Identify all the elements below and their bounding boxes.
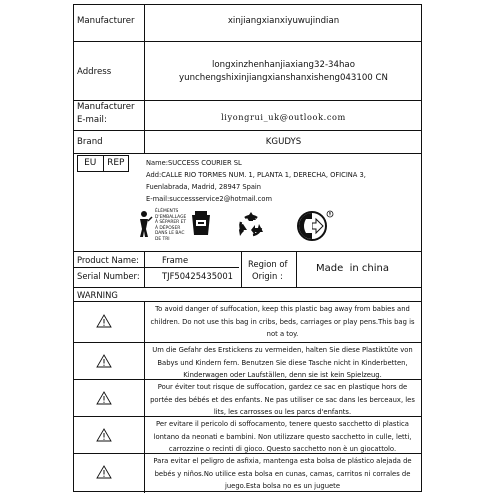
triman-icon xyxy=(134,209,214,242)
address-label: Address xyxy=(77,67,112,77)
product-name-value: Frame xyxy=(162,255,189,265)
product-divider xyxy=(296,251,297,287)
row-divider xyxy=(74,267,239,268)
green-dot-icon xyxy=(296,210,334,246)
warning-title: WARNING xyxy=(77,290,118,300)
row-divider xyxy=(74,41,421,42)
warning-triangle-icon xyxy=(96,313,112,332)
manufacturer-label: Manufacturer xyxy=(77,16,135,26)
address-line-2: yunchengshixinjiangxianshanxisheng043100 CN xyxy=(179,73,388,83)
warning-text-fr: Pour éviter tout risque de suffocation, gardez ce sac en plastique hors de portée des bébés et des enfants. Ne pas utiliser ce sac dans les berceaux, les lits, les carrosses ou les parcs d'enfants. xyxy=(150,383,415,417)
serial-number-label: Serial Number: xyxy=(77,271,140,281)
row-divider xyxy=(74,342,421,343)
warning-text-en: To avoid danger of suffocation, keep this plastic bag away from babies and children. Do not use this bag in cribs, beds, carriages or play pens.This bag is not a toy. xyxy=(150,305,415,339)
row-divider xyxy=(74,416,421,417)
row-divider xyxy=(74,301,421,302)
serial-number-value: TJF50425435001 xyxy=(162,271,234,281)
eu-text: EU xyxy=(84,158,97,168)
warning-text-de: Um die Gefahr des Erstickens zu vermeiden, halten Sie diese Plastiktüte von Babys und Kindern fern. Benutzen Sie diese Tasche nicht in Kinderbetten, Kinderwagen oder Laufställen, denn sie ist kein Spielzeug. xyxy=(152,346,413,380)
recycle-icon xyxy=(237,210,265,242)
product-divider xyxy=(144,251,145,287)
triman-text-2: À SÉPARER ET À DÉPOSER xyxy=(155,220,187,231)
address-line-1: longxinzhenhanjiaxiang32-34hao xyxy=(212,60,355,70)
eu-rep-name: Name:SUCCESS COURIER SL xyxy=(146,159,242,167)
manufacturer-value: xinjiangxianxiyuwujindian xyxy=(227,16,340,26)
row-divider xyxy=(74,100,421,101)
eu-rep-email: E-mail:successservice2@hotmail.com xyxy=(146,195,272,203)
svg-text:R: R xyxy=(328,211,332,217)
row-divider xyxy=(74,153,421,154)
product-name-label: Product Name: xyxy=(77,255,139,265)
warning-divider xyxy=(144,301,145,493)
row-divider xyxy=(74,251,421,252)
eu-rep-address-1: Add:CALLE RIO TORMES NUM. 1, PLANTA 1, DERECHA, OFICINA 3, xyxy=(146,171,366,179)
warning-triangle-icon xyxy=(96,390,112,409)
triman-text-3: DANS LE BAC DE TRI xyxy=(155,231,185,242)
warning-triangle-icon xyxy=(96,464,112,483)
warning-text-es: Para evitar el peligro de asfixia, mantenga esta bolsa de plástico alejada de bebés y niños.No utilice esta bolsa en cunas, camas, carritos ni corrales de juego.Esta bolsa no es un juguete xyxy=(153,457,412,491)
warning-triangle-icon xyxy=(96,427,112,446)
email-label-line-2: E-mail: xyxy=(77,115,107,125)
brand-value: KGUDYS xyxy=(265,137,302,147)
warning-triangle-icon xyxy=(96,353,112,372)
label-sheet xyxy=(73,4,422,492)
row-divider xyxy=(74,287,421,288)
warning-text-it: Per evitare il pericolo di soffocamento, tenere questo sacchetto di plastica lontano da neonati e bambini. Non utilizzare questo sacchetto in culle, letti, carrozzine o recinti di gioco. Questo sacchetto non è un giocattolo. xyxy=(153,420,412,454)
triman-text-1: ÉLÉMENTS D'EMBALLAGE xyxy=(155,209,187,220)
row-divider xyxy=(74,379,421,380)
eu-rep-address-2: Fuenlabrada, Madrid, 28947 Spain xyxy=(146,183,262,191)
email-label-line-1: Manufacturer xyxy=(77,102,135,112)
region-label-1: Region of xyxy=(248,259,288,269)
product-divider xyxy=(241,251,242,287)
region-label-2: Origin : xyxy=(252,271,283,281)
row-divider xyxy=(74,453,421,454)
rep-text: REP xyxy=(103,156,129,171)
row-divider xyxy=(74,130,421,131)
region-value: Made in china xyxy=(316,263,389,274)
brand-label: Brand xyxy=(77,137,103,147)
email-value: liyongrui_uk@outlook.com xyxy=(221,112,346,122)
eu-rep-badge xyxy=(77,155,129,172)
